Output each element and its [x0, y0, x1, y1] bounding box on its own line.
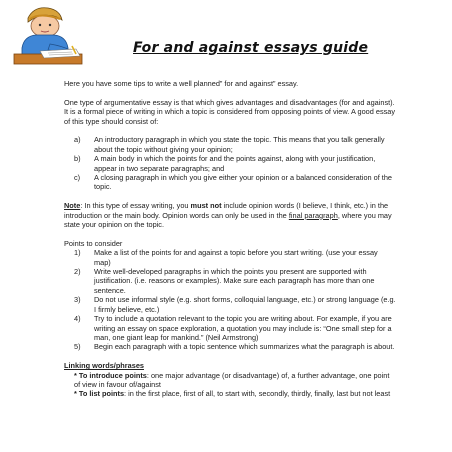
structure-list [64, 135, 396, 191]
list-item-text: Do not use informal style (e.g. short forms, colloquial language, etc.) or strong language (e.g. I firmly believe, etc.) [94, 295, 396, 314]
note-text: include opinion words (I believe, I think, etc.) in the introduction or the main body. Opinion words can only be used in the [64, 201, 389, 220]
list-marker: c) [74, 173, 81, 183]
final-paragraph-link[interactable]: final paragraph [288, 210, 338, 220]
linking-heading: Linking words/phrases [64, 361, 144, 371]
note-paragraph [64, 201, 396, 229]
list-item-text: An introductory paragraph in which you state the topic. This means that you talk generally about the topic without giving your opinion; [94, 135, 385, 154]
list-item-text: Begin each paragraph with a topic sentence which summarizes what the paragraph is about. [94, 342, 395, 352]
list-item [64, 295, 396, 314]
list-marker: 3) [74, 295, 81, 305]
list-item-text: Make a list of the points for and against a topic before you start writing. (use your essay map) [94, 248, 378, 267]
note-text: : In this type of essay writing, you [80, 201, 191, 211]
list-item [64, 314, 396, 342]
definition-paragraph: One type of argumentative essay is that which gives advantages and disadvantages (for and against). It is a formal piece of writing in which a topic is considered from opposing points of view. A good essay of this type should consist of: [64, 97, 396, 126]
list-marker: 5) [74, 342, 81, 352]
linking-item [64, 371, 396, 390]
points-list [64, 248, 396, 351]
list-item [64, 267, 396, 295]
boy-writing-clipart [10, 4, 84, 68]
note-label: Note [64, 201, 81, 211]
intro-paragraph: Here you have some tips to write a well planned” for and against” essay. [64, 79, 299, 88]
list-marker: 2) [74, 267, 81, 277]
list-item [64, 154, 396, 173]
linking-text: : in the first place, first of all, to start with, secondly, thirdly, finally, last but not least [124, 389, 391, 399]
list-item [64, 135, 396, 154]
list-item-text: A closing paragraph in which you give either your opinion or a balanced consideration of the topic. [94, 173, 393, 192]
linking-label: * To introduce points [74, 370, 147, 380]
list-item-text: Try to include a quotation relevant to the topic you are writing about. For example, if you are writing an essay on space exploration, a quotation you may include is: “One small step for a man, one giant leap for mankind.” (Neil Armstrong) [94, 314, 392, 342]
list-item-text: Write well-developed paragraphs in which the points you present are supported with justification. (i.e. reasons or examples). Make sure each paragraph has more than one sentence. [94, 267, 375, 295]
list-marker: a) [74, 135, 81, 145]
linking-item [64, 389, 396, 398]
list-marker: 4) [74, 314, 81, 324]
list-marker: 1) [74, 248, 81, 258]
list-item [64, 248, 396, 267]
note-emphasis: must not [190, 201, 222, 211]
list-item-text: A main body in which the points for and the points against, along with your justification, appear in two separate paragraphs; and [94, 154, 376, 173]
list-marker: b) [74, 154, 81, 164]
linking-label: * To list points [74, 389, 125, 399]
note-text: , where you may state your opinion on the topic. [64, 210, 392, 230]
list-item [64, 342, 396, 351]
page-title: For and against essays guide [133, 40, 369, 56]
document-body [64, 79, 396, 408]
list-item [64, 173, 396, 192]
points-heading: Points to consider [64, 238, 123, 248]
linking-text: : one major advantage (or disadvantage) of, a further advantage, one point of view in favour of/against [74, 370, 390, 389]
